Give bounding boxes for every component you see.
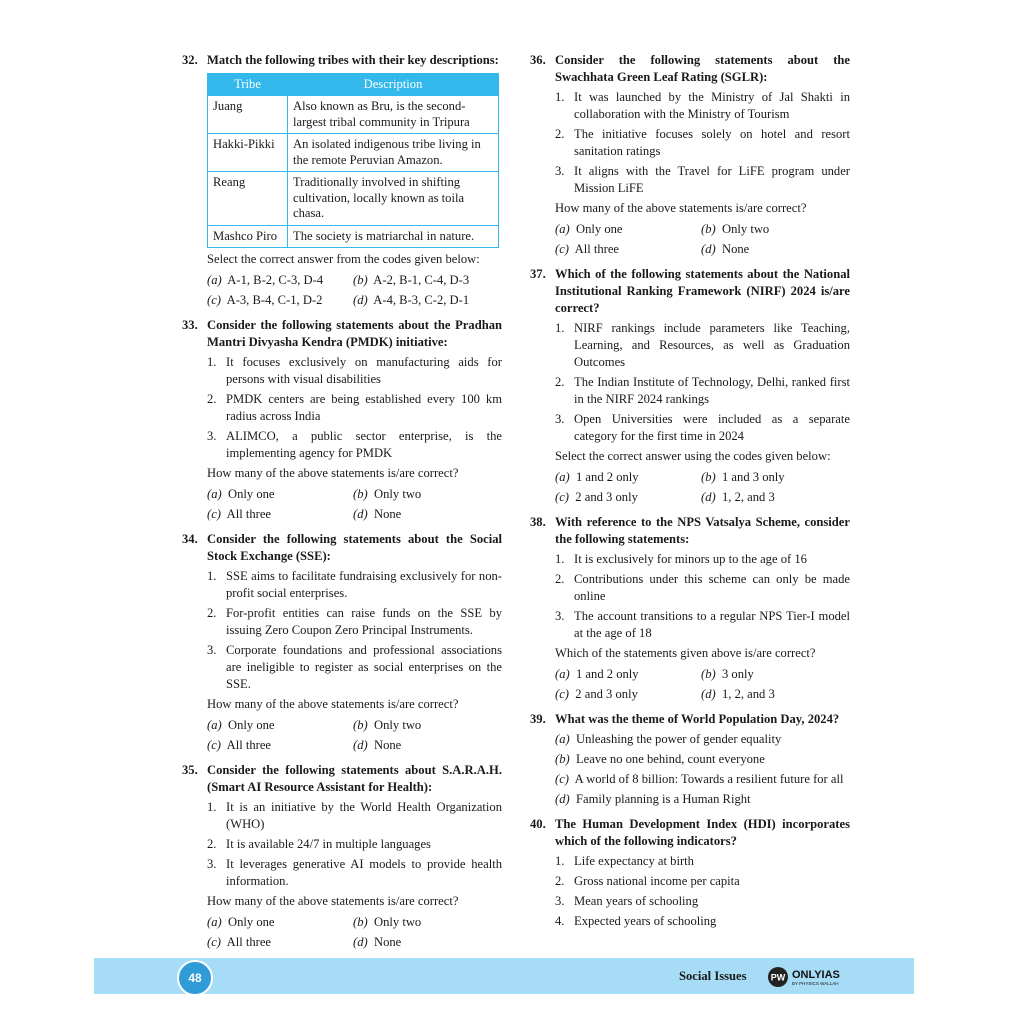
answer-option: [207, 934, 353, 951]
statement-number: 2.: [207, 606, 217, 620]
option-letter: (c): [555, 772, 569, 786]
option-text: All three: [574, 242, 620, 256]
statement-number: 1.: [207, 569, 217, 583]
statement-text: The initiative focuses solely on hotel and resort sanitation ratings: [574, 127, 850, 158]
option-letter: (a): [555, 732, 570, 746]
option-text: Family planning is a Human Right: [575, 792, 751, 806]
answer-options: [207, 717, 502, 754]
statement-text: It focuses exclusively on manufacturing aids for persons with visual disabilities: [226, 355, 502, 386]
question-32: [182, 52, 502, 309]
answer-option: [207, 717, 353, 734]
statement-number: 3.: [207, 429, 217, 443]
table-row: [208, 96, 499, 134]
question-37: [530, 266, 850, 506]
option-letter: (c): [207, 507, 221, 521]
statement-text: SSE aims to facilitate fundraising exclusively for non-profit social enterprises.: [226, 569, 502, 600]
statement-text: It aligns with the Travel for LiFE program under Mission LiFE: [574, 164, 850, 195]
answer-option: [555, 751, 850, 768]
answer-option: [353, 486, 502, 503]
answer-option: [353, 737, 502, 754]
statement-text: ALIMCO, a public sector enterprise, is the implementing agency for PMDK: [226, 429, 502, 460]
option-letter: (b): [353, 487, 368, 501]
statement-number: 2.: [555, 375, 565, 389]
table-header: Description: [288, 74, 499, 96]
option-letter: (b): [555, 752, 570, 766]
instruction: Select the correct answer using the codes given below:: [555, 449, 831, 463]
option-letter: (c): [555, 242, 569, 256]
option-text: Only one: [227, 718, 275, 732]
statement-number: 3.: [555, 412, 565, 426]
answer-option: [555, 686, 701, 703]
instruction: Select the correct answer from the codes given below:: [207, 252, 480, 266]
svg-text:BY PHYSICS WALLAH: BY PHYSICS WALLAH: [792, 981, 839, 986]
answer-option: [353, 914, 502, 931]
statement-number: 1.: [207, 800, 217, 814]
statement: [207, 799, 502, 833]
answer-option: [207, 737, 353, 754]
option-text: None: [373, 935, 402, 949]
statement-text: Life expectancy at birth: [574, 854, 694, 868]
option-text: A-2, B-1, C-4, D-3: [373, 273, 470, 287]
question-text: Match the following tribes with their key descriptions:: [207, 53, 499, 67]
statement: [555, 853, 850, 870]
statement-text: Mean years of schooling: [574, 894, 699, 908]
answer-option: [207, 272, 353, 289]
question-number: 35.: [182, 763, 198, 777]
statement-number: 1.: [555, 90, 565, 104]
page-number: 48: [177, 960, 213, 996]
statement-text: Open Universities were included as a separate category for the first time in 2024: [574, 412, 850, 443]
description-cell: The society is matriarchal in nature.: [288, 225, 499, 248]
option-text: Only two: [373, 718, 422, 732]
description-cell: An isolated indigenous tribe living in the remote Peruvian Amazon.: [288, 134, 499, 172]
answer-option: [555, 469, 701, 486]
option-text: Leave no one behind, count everyone: [575, 752, 765, 766]
question-number: 32.: [182, 53, 198, 67]
option-letter: (c): [207, 293, 221, 307]
option-text: All three: [226, 507, 272, 521]
statement-text: For-profit entities can raise funds on the SSE by issuing Zero Coupon Zero Principal Instruments.: [226, 606, 502, 637]
statement-number: 2.: [207, 392, 217, 406]
question-34: [182, 531, 502, 754]
option-letter: (d): [353, 507, 368, 521]
answer-option: [207, 486, 353, 503]
option-letter: (b): [701, 667, 716, 681]
option-text: Unleashing the power of gender equality: [575, 732, 782, 746]
answer-option: [207, 914, 353, 931]
option-text: All three: [226, 738, 272, 752]
question-number: 39.: [530, 712, 546, 726]
statement: [555, 126, 850, 160]
option-text: 1 and 2 only: [575, 667, 639, 681]
section-title: Social Issues: [679, 969, 747, 983]
statement-text: The Indian Institute of Technology, Delhi, ranked first in the NIRF 2024 rankings: [574, 375, 850, 406]
right-column: [530, 52, 850, 930]
statement: [207, 836, 502, 853]
answer-options: [207, 272, 502, 309]
statement-text: It is an initiative by the World Health Organization (WHO): [226, 800, 502, 831]
answer-option: [555, 489, 701, 506]
statement: [555, 374, 850, 408]
answer-option: [555, 241, 701, 258]
question-number: 36.: [530, 53, 546, 67]
question-36: [530, 52, 850, 258]
answer-option: [701, 686, 850, 703]
statement-text: It is exclusively for minors up to the age of 16: [574, 552, 807, 566]
option-text: 3 only: [721, 667, 754, 681]
instruction: How many of the above statements is/are correct?: [555, 201, 807, 215]
instruction: How many of the above statements is/are correct?: [207, 697, 459, 711]
svg-text:PW: PW: [770, 972, 786, 983]
tribe-cell: Reang: [208, 172, 288, 226]
answer-option: [701, 241, 850, 258]
answer-option: [207, 506, 353, 523]
answer-option: [555, 771, 850, 788]
option-letter: (c): [555, 490, 569, 504]
statement-text: PMDK centers are being established every 100 km radius across India: [226, 392, 502, 423]
question-number: 34.: [182, 532, 198, 546]
question-33: [182, 317, 502, 523]
statement-number: 2.: [555, 127, 565, 141]
statement-text: It was launched by the Ministry of Jal Shakti in collaboration with the Ministry of Tourism: [574, 90, 850, 121]
option-text: 2 and 3 only: [575, 490, 638, 504]
question-text: Consider the following statements about S.A.R.A.H. (Smart AI Resource Assistant for Health):: [207, 763, 502, 794]
statement-text: Corporate foundations and professional associations are ineligible to register as social enterprises on the SSE.: [226, 643, 502, 691]
statement-number: 2.: [555, 572, 565, 586]
statement-number: 2.: [207, 837, 217, 851]
answer-option: [701, 221, 850, 238]
statement-number: 2.: [555, 874, 565, 888]
question-text: The Human Development Index (HDI) incorporates which of the following indicators?: [555, 817, 850, 848]
answer-option: [207, 292, 353, 309]
answer-option: [701, 666, 850, 683]
option-letter: (d): [353, 293, 368, 307]
statement: [207, 428, 502, 462]
statement-number: 4.: [555, 914, 565, 928]
svg-text:ONLYIAS: ONLYIAS: [792, 969, 840, 981]
statement: [555, 551, 850, 568]
statement-text: It is available 24/7 in multiple languages: [226, 837, 431, 851]
statement: [555, 571, 850, 605]
option-letter: (a): [555, 470, 570, 484]
option-text: 1 and 3 only: [721, 470, 785, 484]
left-column: [182, 52, 502, 951]
question-text: What was the theme of World Population Day, 2024?: [555, 712, 840, 726]
option-text: Only two: [373, 915, 422, 929]
option-text: A world of 8 billion: Towards a resilient future for all: [574, 772, 844, 786]
question-text: Consider the following statements about the Social Stock Exchange (SSE):: [207, 532, 502, 563]
statement-text: The account transitions to a regular NPS Tier-I model at the age of 18: [574, 609, 850, 640]
answer-options: [555, 221, 850, 258]
option-text: None: [373, 507, 402, 521]
option-text: A-1, B-2, C-3, D-4: [227, 273, 324, 287]
option-letter: (d): [701, 242, 716, 256]
question-35: [182, 762, 502, 951]
option-letter: (a): [555, 667, 570, 681]
statement: [555, 411, 850, 445]
statement-number: 3.: [555, 609, 565, 623]
table-row: [208, 172, 499, 226]
question-text: Consider the following statements about the Pradhan Mantri Divyasha Kendra (PMDK) initiative:: [207, 318, 502, 349]
option-text: 2 and 3 only: [575, 687, 638, 701]
question-40: [530, 816, 850, 930]
option-letter: (a): [555, 222, 570, 236]
option-text: Only one: [227, 487, 275, 501]
question-text: Which of the following statements about the National Institutional Ranking Framework (NIRF) 2024 is/are correct?: [555, 267, 850, 315]
option-text: 1 and 2 only: [575, 470, 639, 484]
answer-options: [207, 486, 502, 523]
statement: [555, 89, 850, 123]
table-row: [208, 225, 499, 248]
instruction: Which of the statements given above is/are correct?: [555, 646, 816, 660]
answer-options: [555, 469, 850, 506]
option-letter: (b): [353, 915, 368, 929]
option-text: 1, 2, and 3: [721, 490, 775, 504]
statement-number: 3.: [207, 857, 217, 871]
table-header: Tribe: [208, 74, 288, 96]
option-text: Only two: [373, 487, 422, 501]
option-text: None: [721, 242, 750, 256]
description-cell: Traditionally involved in shifting cultivation, locally known as toila chasa.: [288, 172, 499, 226]
statement-text: NIRF rankings include parameters like Teaching, Learning, and Resources, as well as Graduation Outcomes: [574, 321, 850, 369]
question-text: With reference to the NPS Vatsalya Scheme, consider the following statements:: [555, 515, 850, 546]
statement: [207, 354, 502, 388]
option-text: A-4, B-3, C-2, D-1: [373, 293, 470, 307]
question-number: 38.: [530, 515, 546, 529]
option-letter: (d): [353, 935, 368, 949]
answer-option: [555, 731, 850, 748]
statement-text: Contributions under this scheme can only be made online: [574, 572, 850, 603]
statement: [555, 320, 850, 371]
option-text: Only two: [721, 222, 770, 236]
option-text: All three: [226, 935, 272, 949]
answer-option: [701, 489, 850, 506]
statement: [207, 568, 502, 602]
description-cell: Also known as Bru, is the second-largest tribal community in Tripura: [288, 96, 499, 134]
statement: [555, 608, 850, 642]
option-letter: (b): [701, 470, 716, 484]
option-text: None: [373, 738, 402, 752]
statement: [555, 873, 850, 890]
option-letter: (d): [353, 738, 368, 752]
tribe-cell: Mashco Piro: [208, 225, 288, 248]
option-text: Only one: [575, 222, 623, 236]
option-letter: (b): [353, 718, 368, 732]
answer-option: [555, 221, 701, 238]
answer-options: [555, 731, 850, 808]
instruction: How many of the above statements is/are correct?: [207, 466, 459, 480]
statement-text: It leverages generative AI models to provide health information.: [226, 857, 502, 888]
answer-options: [555, 666, 850, 703]
question-number: 33.: [182, 318, 198, 332]
statement: [207, 642, 502, 693]
option-letter: (c): [555, 687, 569, 701]
statement-number: 1.: [555, 321, 565, 335]
answer-option: [353, 934, 502, 951]
statement: [555, 913, 850, 930]
answer-option: [353, 272, 502, 289]
instruction: How many of the above statements is/are correct?: [207, 894, 459, 908]
answer-option: [555, 666, 701, 683]
option-letter: (a): [207, 273, 222, 287]
answer-options: [207, 914, 502, 951]
statement-number: 1.: [207, 355, 217, 369]
option-letter: (a): [207, 487, 222, 501]
tribe-cell: Juang: [208, 96, 288, 134]
option-letter: (a): [207, 718, 222, 732]
statement: [555, 163, 850, 197]
statement: [555, 893, 850, 910]
option-letter: (d): [555, 792, 570, 806]
option-letter: (d): [701, 490, 716, 504]
option-letter: (c): [207, 935, 221, 949]
tribe-cell: Hakki-Pikki: [208, 134, 288, 172]
option-text: A-3, B-4, C-1, D-2: [226, 293, 323, 307]
option-letter: (b): [701, 222, 716, 236]
answer-option: [701, 469, 850, 486]
question-39: [530, 711, 850, 808]
statement-number: 1.: [555, 552, 565, 566]
statement-number: 1.: [555, 854, 565, 868]
question-38: [530, 514, 850, 703]
statement-number: 3.: [207, 643, 217, 657]
table-row: [208, 134, 499, 172]
statement: [207, 391, 502, 425]
question-number: 40.: [530, 817, 546, 831]
question-number: 37.: [530, 267, 546, 281]
statement-text: Expected years of schooling: [574, 914, 717, 928]
statement-number: 3.: [555, 164, 565, 178]
answer-option: [353, 717, 502, 734]
answer-option: [555, 791, 850, 808]
option-letter: (b): [353, 273, 368, 287]
option-letter: (c): [207, 738, 221, 752]
answer-option: [353, 506, 502, 523]
option-text: Only one: [227, 915, 275, 929]
tribe-table: [207, 73, 499, 248]
statement-text: Gross national income per capita: [574, 874, 740, 888]
statement-number: 3.: [555, 894, 565, 908]
onlyias-logo: [768, 965, 850, 989]
statement: [207, 856, 502, 890]
question-text: Consider the following statements about the Swachhata Green Leaf Rating (SGLR):: [555, 53, 850, 84]
option-letter: (a): [207, 915, 222, 929]
statement: [207, 605, 502, 639]
option-text: 1, 2, and 3: [721, 687, 775, 701]
answer-option: [353, 292, 502, 309]
option-letter: (d): [701, 687, 716, 701]
